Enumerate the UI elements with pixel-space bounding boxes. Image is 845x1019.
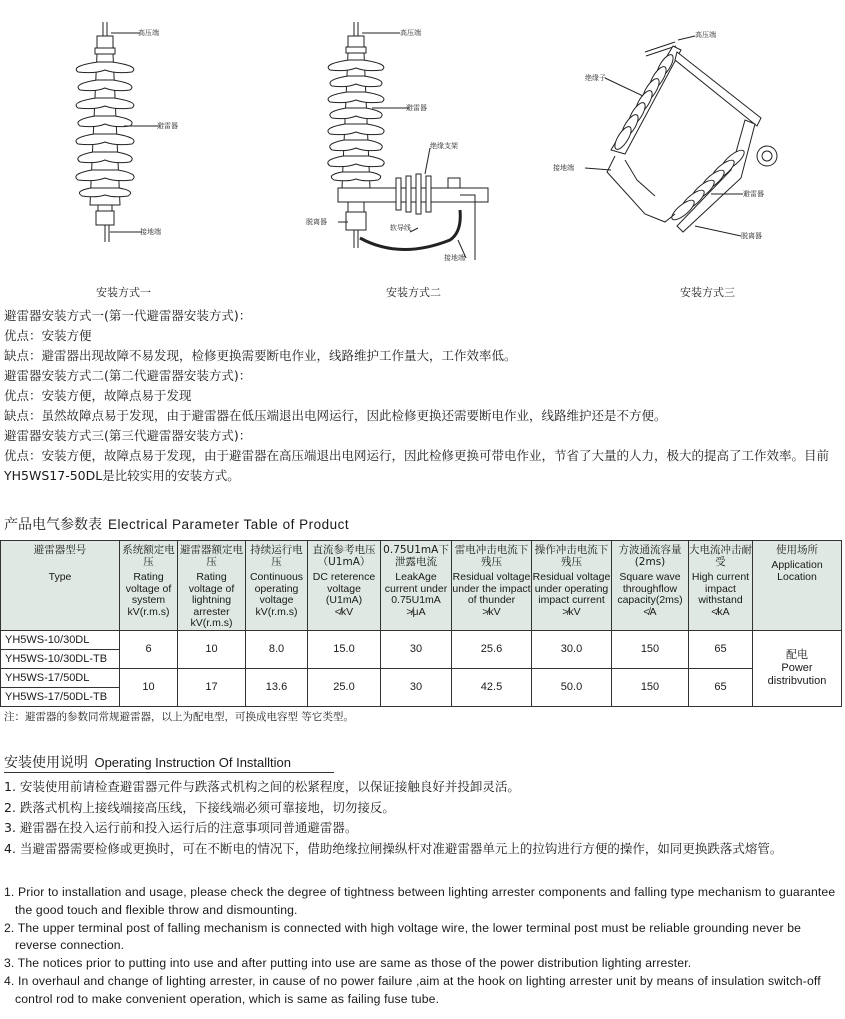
- header-dc-reference-voltage: 直流参考电压（U1mA） DC reterence voltage (U1mA) ≮kV: [308, 541, 381, 631]
- location-zh: 配电: [786, 648, 808, 661]
- cell-value: 8.0: [246, 630, 308, 668]
- cell-value: 15.0: [308, 630, 381, 668]
- location-en-2: distribvution: [767, 674, 827, 687]
- figure-install-method-1: [40, 0, 210, 300]
- label-ground-terminal-3: 接地端: [553, 164, 574, 172]
- desc-line: 避雷器安装方式二(第二代避雷器安装方式)：: [4, 368, 252, 383]
- cell-value: 30.0: [532, 630, 612, 668]
- table-note: 注：避雷器的参数同常规避雷器，以上为配电型，可换成电容型 等它类型。: [4, 711, 354, 723]
- list-item: 4. In overhaul and change of lighting arrester, in cause of no power failure ,aim at the hook on lighting arrester unit by means of insulation switch-off control rod to make convenient operation, which is same as failing fuse tube.: [4, 973, 821, 1006]
- instruction-title-zh: 安装使用说明: [4, 755, 88, 771]
- desc-line: 优点：安装方便: [4, 328, 92, 343]
- header-type: 避雷器型号 Type: [1, 541, 120, 631]
- cell-type: YH5WS-17/50DL: [1, 668, 120, 687]
- table-title-zh: 产品电气参数表: [4, 517, 102, 533]
- cell-value: 25.6: [452, 630, 532, 668]
- label-arrester-2: 避雷器: [406, 104, 427, 112]
- header-application: 使用场所 Application Location: [753, 541, 842, 631]
- cell-value: 65: [689, 630, 753, 668]
- figure-install-method-3: [545, 0, 805, 300]
- cell-value: 17: [178, 668, 246, 706]
- instruction-title-underline: [4, 772, 334, 773]
- desc-line: 优点：安装方便，故障点易于发现，由于避雷器在高压端退出电网运行，因此检修更换可带电作业，节省了大量的人力，极大的提高了工作效率。目前YH5WS17-50DL是比较实用的安装方式。: [4, 448, 830, 483]
- header-square-wave: 方波通流容量(2ms) Square wave throughflow capacity(2ms) ≮A: [612, 541, 689, 631]
- header-arrester-voltage: 避雷器额定电压 Rating voltage of lightning arrester kV(r.m.s): [178, 541, 246, 631]
- figure-install-method-2: [300, 0, 500, 300]
- label-arrester-3: 避雷器: [743, 190, 764, 198]
- desc-line: 缺点：避雷器出现故障不易发现，检修更换需要断电作业，线路维护工作量大，工作效率低。: [4, 348, 517, 363]
- arrester-drawing-3: [545, 0, 805, 260]
- header-continuous-voltage: 持续运行电压 Continuous operating voltage kV(r.m.s): [246, 541, 308, 631]
- cell-type: YH5WS-17/50DL-TB: [1, 687, 120, 706]
- label-soft-wire: 软导线: [390, 224, 411, 232]
- header-lightning-residual: 雷电冲击电流下残压 Residual voltage under the impact of thunder ≯kV: [452, 541, 532, 631]
- header-high-current: 大电流冲击耐受 High current impact withstand ≮kA: [689, 541, 753, 631]
- list-item: 2. 跌落式机构上接线端接高压线，下接线端必须可靠接地，切勿接反。: [4, 799, 395, 815]
- list-item: 4. 当避雷器需要检修或更换时，可在不断电的情况下，借助绝缘拉闸操纵杆对准避雷器单元上的拉钩进行方便的操作，如同更换跌落式熔管。: [4, 840, 783, 856]
- cell-value: 10: [120, 668, 178, 706]
- cell-value: 42.5: [452, 668, 532, 706]
- instruction-title-en: Operating Instruction Of Installtion: [94, 755, 291, 770]
- label-ground-terminal: 接地端: [140, 228, 161, 236]
- table-title-en: Electrical Parameter Table of Product: [108, 517, 350, 532]
- parameter-table: [0, 540, 842, 707]
- table-row: [1, 630, 842, 649]
- list-item: 3. The notices prior to putting into use and after putting into use are same as those of the power distribution lighting arrester.: [4, 956, 692, 971]
- cell-value: 150: [612, 668, 689, 706]
- caption-method-3: 安装方式三: [680, 286, 735, 299]
- cell-value: 10: [178, 630, 246, 668]
- label-detacher-3: 脱离器: [741, 232, 762, 240]
- cell-value: 65: [689, 668, 753, 706]
- header-operating-residual: 操作冲击电流下残压 Residual voltage under operating impact current ≯kV: [532, 541, 612, 631]
- table-title: [4, 514, 349, 534]
- label-detacher: 脱离器: [306, 218, 327, 226]
- table-row: [1, 668, 842, 687]
- cell-value: 13.6: [246, 668, 308, 706]
- instruction-title: [4, 752, 291, 772]
- label-high-terminal-3: 高压端: [695, 31, 716, 39]
- arrester-drawing-1: [40, 0, 210, 260]
- caption-method-2: 安装方式二: [386, 286, 441, 299]
- label-ground-terminal-2: 接地端: [444, 254, 465, 262]
- list-item: 1. Prior to installation and usage, please check the degree of tightness between lighting arrester components and falling type mechanism to guarantee the good touch and flexible throw and dismounting.: [4, 885, 836, 917]
- label-arrester: 避雷器: [157, 122, 178, 130]
- header-leakage-current: 0.75U1mA下泄露电流 LeakAge current under 0.75U1mA ≯μA: [381, 541, 452, 631]
- instruction-list-zh: [4, 777, 840, 859]
- desc-line: 避雷器安装方式三(第三代避雷器安装方式)：: [4, 428, 252, 443]
- caption-method-1: 安装方式一: [96, 286, 151, 299]
- cell-value: 150: [612, 630, 689, 668]
- arrester-drawing-2: [300, 0, 500, 270]
- cell-application-location: [753, 630, 842, 706]
- label-high-terminal-2: 高压端: [400, 29, 421, 37]
- instruction-list-en: [4, 884, 840, 1009]
- cell-value: 30: [381, 668, 452, 706]
- label-insulating-bracket: 绝缘支架: [430, 142, 458, 150]
- list-item: 2. The upper terminal post of falling mechanism is connected with high voltage wire, the lower terminal post must be reliable grounding never be reverse connection.: [4, 920, 802, 953]
- cell-value: 25.0: [308, 668, 381, 706]
- list-item: 1. 安装使用前请检查避雷器元件与跌落式机构之间的松紧程度，以保证接触良好并投卸灵活。: [4, 779, 520, 794]
- location-en-1: Power: [781, 661, 813, 674]
- desc-line: 避雷器安装方式一(第一代避雷器安装方式)：: [4, 308, 252, 323]
- cell-type: YH5WS-10/30DL: [1, 630, 120, 649]
- cell-value: 30: [381, 630, 452, 668]
- header-system-voltage: 系统额定电压 Rating voltage of system kV(r.m.s): [120, 541, 178, 631]
- list-item: 3. 避雷器在投入运行前和投入运行后的注意事项同普通避雷器。: [4, 820, 358, 835]
- install-method-description: [4, 306, 840, 486]
- label-high-terminal: 高压端: [138, 29, 159, 37]
- label-insulator: 绝缘子: [585, 74, 606, 82]
- cell-value: 6: [120, 630, 178, 668]
- desc-line: 优点：安装方便，故障点易于发现: [4, 388, 192, 403]
- desc-line: 缺点：虽然故障点易于发现，由于避雷器在低压端退出电网运行，因此检修更换还需要断电作业，线路维护还是不方便。: [4, 408, 667, 423]
- cell-value: 50.0: [532, 668, 612, 706]
- cell-type: YH5WS-10/30DL-TB: [1, 649, 120, 668]
